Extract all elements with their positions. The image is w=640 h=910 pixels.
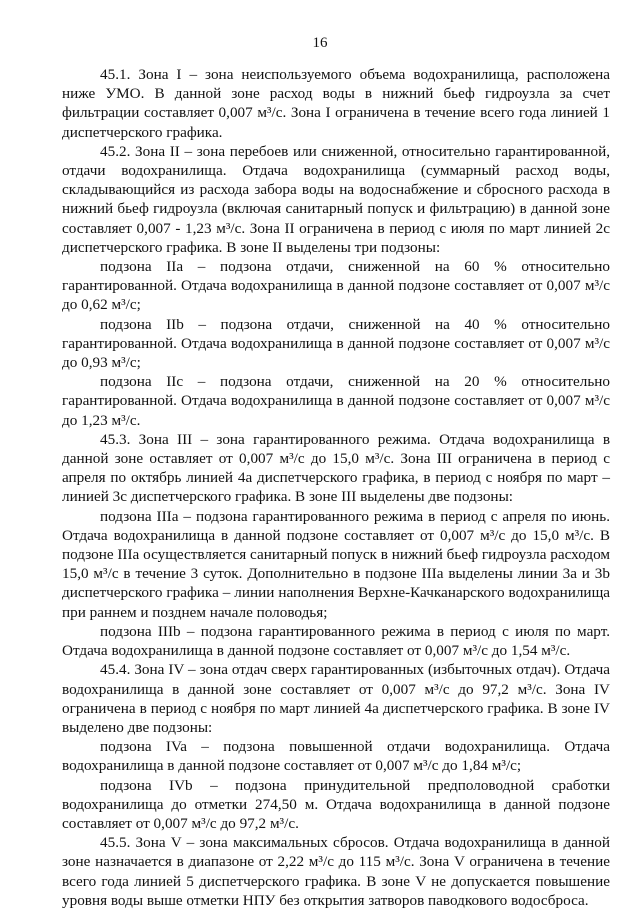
- subzone-iia: подзона IIa – подзона отдачи, сниженной на 60 % относительно гарантированной. Отдача водохранилища в данной подзоне составляет от 0,007 м³/с до 0,62 м³/с;: [62, 258, 610, 314]
- paragraph-45-4: 45.4. Зона IV – зона отдач сверх гарантированных (избыточных отдач). Отдача водохранилища в данной зоне составляет от 0,007 м³/с до 97,2 м³/с. Зона IV ограничена в период с ноября по март линией 4а диспетчерского графика. В зоне IV выделено две подзоны:: [62, 661, 610, 736]
- paragraph-45-3: 45.3. Зона III – зона гарантированного режима. Отдача водохранилища в данной зоне оставляет от 0,007 м³/с до 15,0 м³/с. Зона III ограничена в период с апреля по октябрь линией 4а диспетчерского графика, в период с ноября по март – линией 3с диспетчерского графика. В зоне III выделены две подзоны:: [62, 430, 610, 506]
- paragraph-45-5: 45.5. Зона V – зона максимальных сбросов. Отдача водохранилища в данной зоне назначается в диапазоне от 2,22 м³/с до 115 м³/с. Зона V ограничена в течение всего года линией 5 диспетчерского графика. В зоне V не допускается повышение уровня воды выше отметки НПУ без открытия затворов паводкового водосброса.: [62, 834, 610, 909]
- subzone-iva: подзона IVa – подзона повышенной отдачи водохранилища. Отдача водохранилища в данной подзоне составляет от 0,007 м³/с до 1,84 м³/с;: [62, 738, 610, 775]
- subzone-iic: подзона IIc – подзона отдачи, сниженной на 20 % относительно гарантированной. Отдача водохранилища в данной подзоне составляет от 0,007 м³/с до 1,23 м³/с.: [62, 373, 610, 429]
- subzone-iib: подзона IIb – подзона отдачи, сниженной на 40 % относительно гарантированной. Отдача водохранилища в данной подзоне составляет от 0,007 м³/с до 0,93 м³/с;: [62, 315, 610, 372]
- subzone-ivb: подзона IVb – подзона принудительной предполоводной сработки водохранилища до отметки 274,50 м. Отдача водохранилища в данной подзоне составляет от 0,007 м³/с до 97,2 м³/с.: [62, 776, 610, 832]
- subzone-iiia: подзона IIIa – подзона гарантированного режима в период с апреля по июнь. Отдача водохранилища в данной подзоне составляет от 0,007 м³/с до 15,0 м³/с. В подзоне IIIa осуществляется санитарный попуск в нижний бьеф гидроузла расходом 15,0 м³/с в течение 3 суток. Дополнительно в подзоне IIIa выделены линии 3а и 3b диспетчерского графика – линии наполнения Верхне-Качканарского водохранилища при раннем и позднем начале половодья;: [62, 507, 610, 621]
- paragraph-45-1: 45.1. Зона I – зона неиспользуемого объема водохранилища, расположена ниже УМО. В данной зоне расход воды в нижний бьеф гидроузла за счет фильтрации составляет 0,007 м³/с. Зона I ограничена в течение всего года линией 1 диспетчерского графика.: [62, 66, 610, 141]
- document-body: [62, 65, 610, 910]
- page-number: 16: [312, 35, 328, 51]
- paragraph-45-2: 45.2. Зона II – зона перебоев или сниженной, относительно гарантированной, отдачи водохранилища. Отдача водохранилища (суммарный расход воды, складывающийся из расхода забора воды на водоснабжение и сбросного расхода в нижний бьеф гидроузла (включая санитарный попуск и фильтрацию) в данной зоне составляет 0,007 - 1,23 м³/с. Зона II ограничена в период с июля по март линией 2с диспетчерского графика. В зоне II выделены три подзоны:: [62, 142, 610, 256]
- subzone-iiib: подзона IIIb – подзона гарантированного режима в период с июля по март. Отдача водохранилища в данной подзоне составляет от 0,007 м³/с до 1,54 м³/с.: [62, 622, 610, 660]
